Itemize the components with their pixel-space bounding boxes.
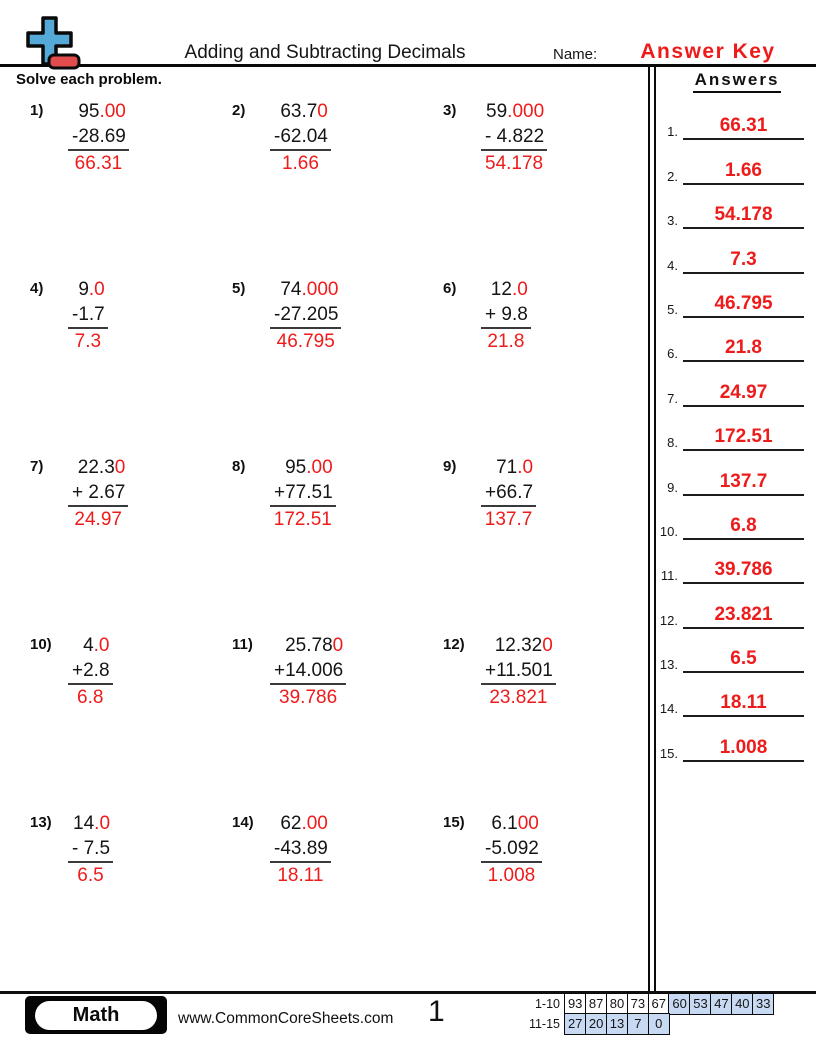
- answer-row: [652, 318, 804, 362]
- answers-title: [658, 70, 816, 93]
- operand-top-padded-digits: 0: [317, 101, 328, 122]
- score-cell: 47: [710, 993, 732, 1015]
- answer-row: [652, 540, 804, 584]
- score-cell: 33: [752, 993, 774, 1015]
- operand-top: [270, 633, 346, 658]
- operand-top-padded-digits: .00: [301, 813, 328, 834]
- problems-grid: [30, 99, 658, 989]
- problem-work: [68, 455, 128, 532]
- answers-list: [652, 96, 804, 762]
- operand-top-black: 6.1: [491, 813, 518, 834]
- problem-number: 14): [232, 814, 254, 831]
- operand-bottom: + 9.8: [481, 302, 531, 329]
- operand-top-padded-digits: .00: [306, 457, 333, 478]
- problem: [443, 99, 658, 277]
- operand-bottom: +11.501: [481, 658, 556, 685]
- answer-row: [652, 629, 804, 673]
- problem-work: [270, 633, 346, 710]
- score-cell: 80: [606, 993, 628, 1015]
- answer-row: [652, 96, 804, 140]
- operand-top-black: 59: [486, 101, 508, 122]
- operand-bottom: + 2.67: [68, 480, 128, 507]
- answer-blank-line: 1.008: [683, 737, 804, 762]
- problem-number: 4): [30, 280, 44, 297]
- operand-top: [68, 811, 113, 836]
- score-cell: 13: [606, 1013, 628, 1035]
- operand-top-black: 4: [83, 635, 94, 656]
- score-cell: 60: [668, 993, 690, 1015]
- problem-number: 1): [30, 102, 44, 119]
- operand-top-black: 95: [285, 457, 307, 478]
- operand-top: [270, 455, 336, 480]
- problem-work: [481, 99, 547, 176]
- score-table: [526, 993, 774, 1035]
- answer-row: [652, 673, 804, 717]
- operand-bottom: -28.69: [68, 124, 129, 151]
- problem-number: 11): [232, 636, 253, 653]
- operand-top-padded-digits: 00: [517, 813, 539, 834]
- problem-work: [481, 811, 542, 888]
- problem-work: [481, 455, 536, 532]
- answer-blank-line: 6.5: [683, 648, 804, 673]
- answer-blank-line: 18.11: [683, 692, 804, 717]
- answer-row: [652, 407, 804, 451]
- problem-answer: 6.8: [77, 687, 104, 708]
- operand-top-padded-digits: .0: [88, 279, 105, 300]
- operand-top: [270, 99, 331, 124]
- answer-blank-line: 21.8: [683, 337, 804, 362]
- problem: [443, 811, 658, 989]
- problem: [232, 633, 443, 811]
- problem-number: 7): [30, 458, 44, 475]
- answers-title-text: Answers: [693, 70, 782, 93]
- score-row-label: 11-15: [528, 1016, 560, 1031]
- answer-number: 10.: [659, 523, 678, 539]
- answer-blank-line: 46.795: [683, 293, 804, 318]
- name-value: Answer Key: [640, 40, 776, 63]
- score-cell: 73: [627, 993, 649, 1015]
- problem-number: 5): [232, 280, 246, 297]
- answer-row: [652, 451, 804, 495]
- problem-answer: 54.178: [485, 153, 544, 174]
- operand-bottom: +66.7: [481, 480, 536, 507]
- problem-work: [270, 99, 331, 176]
- operand-top-padded-digits: 0: [332, 635, 344, 656]
- answer-blank-line: 6.8: [683, 515, 804, 540]
- operand-top: [68, 633, 113, 658]
- problem: [443, 455, 658, 633]
- answer-number: 13.: [659, 657, 678, 673]
- problem-number: 10): [30, 636, 52, 653]
- answer-number: 3.: [667, 213, 678, 229]
- operand-top-black: 12.32: [494, 635, 543, 656]
- problem-work: [68, 99, 129, 176]
- answer-number: 8.: [667, 435, 678, 451]
- operand-top-padded-digits: .0: [93, 635, 110, 656]
- operand-bottom: -1.7: [68, 302, 108, 329]
- operand-top: [68, 277, 108, 302]
- problem-answer: 172.51: [273, 509, 332, 530]
- answer-row: [652, 185, 804, 229]
- problem-work: [481, 633, 556, 710]
- operand-bottom: +14.006: [270, 658, 346, 685]
- answer-row: [652, 362, 804, 406]
- operand-top-black: 25.78: [285, 635, 333, 656]
- score-cell: 27: [564, 1013, 586, 1035]
- minus-shape: [49, 55, 79, 68]
- website-text: www.CommonCoreSheets.com: [178, 1010, 394, 1027]
- answer-number: 6.: [667, 346, 678, 362]
- answer-row: [652, 274, 804, 318]
- problem: [30, 277, 232, 455]
- problem-number: 8): [232, 458, 246, 475]
- problem-work: [481, 277, 531, 354]
- operand-top: [481, 277, 531, 302]
- operand-top-padded-digits: .000: [507, 101, 545, 122]
- problem-answer: 24.97: [74, 509, 122, 530]
- problem-answer: 6.5: [77, 865, 104, 886]
- problem-answer: 46.795: [276, 331, 335, 352]
- problem: [232, 811, 443, 989]
- answer-blank-line: 23.821: [683, 604, 804, 629]
- operand-top: [481, 99, 547, 124]
- problem: [30, 811, 232, 989]
- operand-top: [270, 811, 331, 836]
- problem-number: 12): [443, 636, 465, 653]
- operand-top-padded-digits: 0: [542, 635, 553, 656]
- operand-top-black: 62: [280, 813, 302, 834]
- problem-answer: 1.66: [281, 153, 319, 174]
- answer-blank-line: 66.31: [683, 115, 804, 140]
- answer-number: 4.: [667, 257, 678, 273]
- problem: [30, 633, 232, 811]
- score-table-row: [526, 1013, 774, 1035]
- problem-number: 3): [443, 102, 457, 119]
- operand-top: [68, 455, 128, 480]
- problem-number: 2): [232, 102, 246, 119]
- operand-top: [481, 455, 536, 480]
- problem-work: [68, 811, 113, 888]
- problem-answer: 21.8: [487, 331, 525, 352]
- operand-top-black: 12: [490, 279, 512, 300]
- problem: [443, 633, 658, 811]
- plus-minus-logo-icon: [16, 14, 82, 77]
- problem-answer: 7.3: [74, 331, 102, 352]
- score-row-label: 1-10: [534, 996, 560, 1011]
- problem-number: 15): [443, 814, 465, 831]
- operand-top-padded-digits: .0: [511, 279, 528, 300]
- name-label: Name:: [553, 46, 598, 63]
- score-cell: 87: [585, 993, 607, 1015]
- operand-top-black: 22.3: [77, 457, 115, 478]
- operand-bottom: -27.205: [270, 302, 341, 329]
- page-title: Adding and Subtracting Decimals: [184, 42, 466, 63]
- operand-bottom: -43.89: [270, 836, 331, 863]
- operand-bottom: +77.51: [270, 480, 336, 507]
- problem-number: 6): [443, 280, 457, 297]
- answer-row: [652, 717, 804, 761]
- answer-row: [652, 140, 804, 184]
- problem-answer: 39.786: [279, 687, 338, 708]
- problem-answer: 66.31: [74, 153, 123, 174]
- operand-top-padded-digits: .00: [99, 101, 126, 122]
- answer-number: 2.: [667, 168, 678, 184]
- problem: [30, 99, 232, 277]
- answer-blank-line: 7.3: [683, 249, 804, 274]
- operand-top-black: 14: [73, 813, 95, 834]
- operand-top-black: 95: [78, 101, 100, 122]
- answer-number: 1.: [667, 124, 678, 140]
- operand-top: [481, 633, 556, 658]
- answer-row: [652, 584, 804, 628]
- operand-top-padded-digits: .000: [301, 279, 339, 300]
- problem-number: 13): [30, 814, 52, 831]
- score-cell: 53: [689, 993, 711, 1015]
- score-table-row: [526, 993, 774, 1015]
- problem: [232, 277, 443, 455]
- operand-bottom: - 4.822: [481, 124, 547, 151]
- score-cell: 7: [627, 1013, 649, 1035]
- problem-answer: 1.008: [487, 865, 536, 886]
- page-number: 1: [428, 995, 445, 1028]
- operand-top-black: 63.7: [280, 101, 318, 122]
- problem-work: [68, 633, 113, 710]
- problem-answer: 137.7: [484, 509, 533, 530]
- problem-answer: 23.821: [489, 687, 548, 708]
- problem-answer: 18.11: [277, 865, 324, 886]
- answer-row: [652, 229, 804, 273]
- problem-work: [68, 277, 108, 354]
- answer-blank-line: 39.786: [683, 559, 804, 584]
- operand-top-padded-digits: .0: [517, 457, 534, 478]
- operand-top: [68, 99, 129, 124]
- problem: [30, 455, 232, 633]
- problem: [232, 99, 443, 277]
- answer-number: 12.: [659, 612, 678, 628]
- answer-blank-line: 172.51: [683, 426, 804, 451]
- score-cell: 0: [648, 1013, 670, 1035]
- header-rule: [0, 64, 816, 67]
- score-cell: 93: [564, 993, 586, 1015]
- problem-work: [270, 811, 331, 888]
- answer-blank-line: 137.7: [683, 471, 804, 496]
- operand-bottom: - 7.5: [68, 836, 113, 863]
- operand-top-black: 74: [280, 279, 302, 300]
- answer-row: [652, 496, 804, 540]
- score-cell: 20: [585, 1013, 607, 1035]
- operand-top: [481, 811, 542, 836]
- problem-number: 9): [443, 458, 457, 475]
- problem-work: [270, 455, 336, 532]
- operand-bottom: +2.8: [68, 658, 113, 685]
- problem: [232, 455, 443, 633]
- operand-top-black: 9: [78, 279, 89, 300]
- answer-number: 15.: [659, 745, 678, 761]
- answer-blank-line: 24.97: [683, 382, 804, 407]
- answer-number: 9.: [667, 479, 678, 495]
- answer-number: 5.: [667, 301, 678, 317]
- operand-top-padded-digits: 0: [114, 457, 126, 478]
- subject-label: Math: [35, 1001, 157, 1030]
- score-cell: 40: [731, 993, 753, 1015]
- answer-number: 11.: [660, 568, 678, 584]
- operand-bottom: -62.04: [270, 124, 331, 151]
- answer-number: 7.: [667, 390, 678, 406]
- answer-blank-line: 1.66: [683, 160, 804, 185]
- answer-number: 14.: [659, 701, 678, 717]
- subject-badge: [25, 996, 167, 1034]
- problem-work: [270, 277, 341, 354]
- operand-top-black: 71: [496, 457, 518, 478]
- answer-blank-line: 54.178: [683, 204, 804, 229]
- score-cell: 67: [648, 993, 670, 1015]
- operand-bottom: -5.092: [481, 836, 542, 863]
- instruction-text: Solve each problem.: [16, 71, 162, 88]
- operand-top: [270, 277, 341, 302]
- problem: [443, 277, 658, 455]
- operand-top-padded-digits: .0: [94, 813, 111, 834]
